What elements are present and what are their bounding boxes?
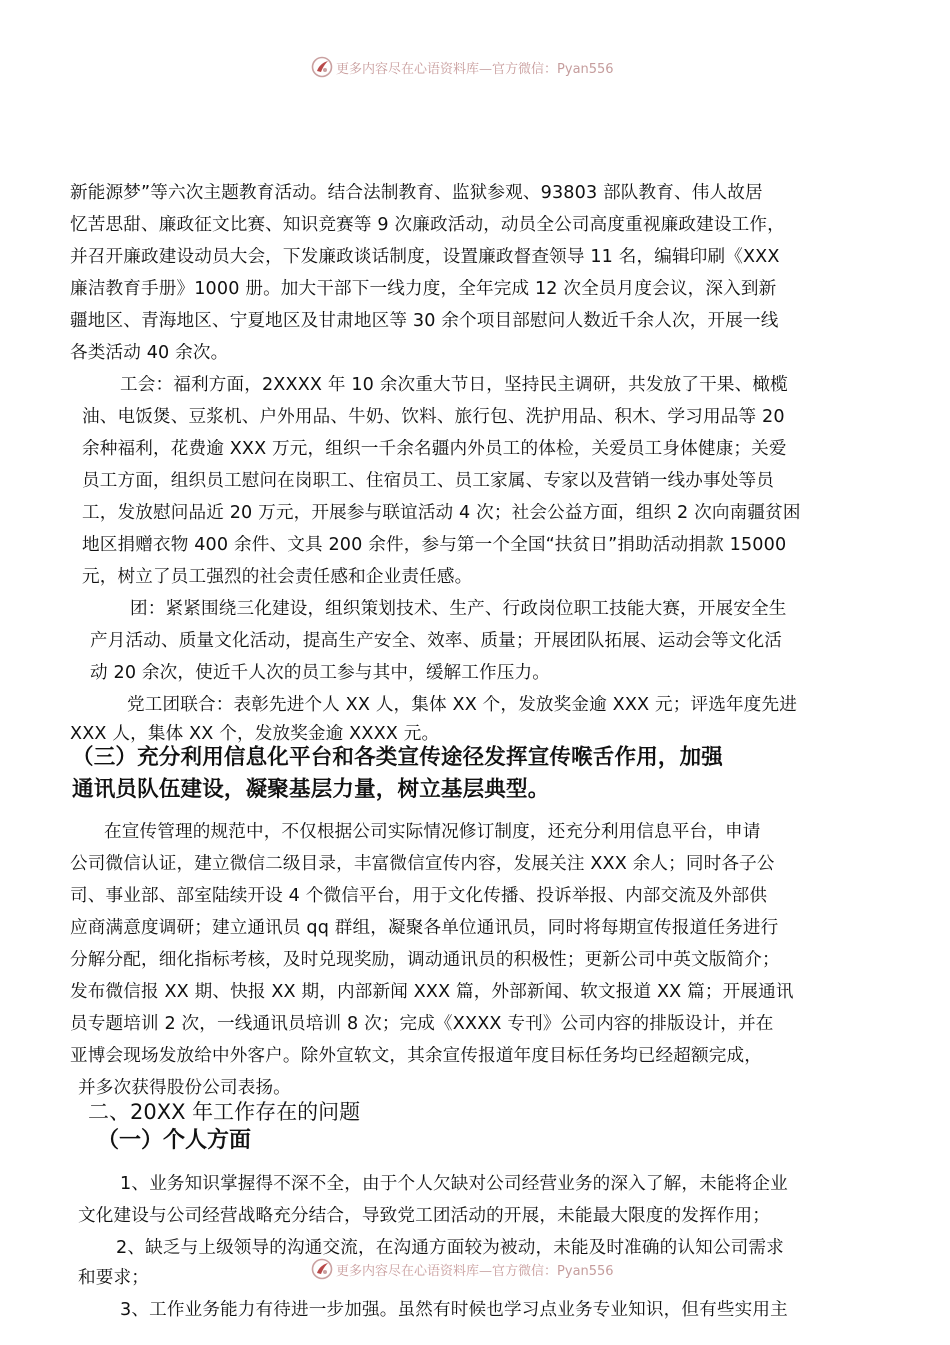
p2-line-6: 地区捐赠衣物 400 余件、文具 200 余件，参与第一个全国“扶贫日”捐助活动捐款 15000 xyxy=(82,535,787,555)
p2-line-3: 余种福利，花费逾 XXX 万元，组织一千余名疆内外员工的体检，关爱员工身体健康；关爱 xyxy=(82,439,787,459)
heading-3-line-2: 通讯员队伍建设，凝聚基层力量，树立基层典型。 xyxy=(72,777,550,802)
p3-line-2: 产月活动、质量文化活动，提高生产安全、效率、质量；开展团队拓展、运动会等文化活 xyxy=(90,631,783,651)
watermark-logo-icon xyxy=(311,56,333,78)
p5-line-6: 发布微信报 XX 期、快报 XX 期，内部新闻 XXX 篇，外部新闻、软文报道 XX 篇；开展通讯 xyxy=(70,982,794,1002)
p3-line-3: 动 20 余次，使近千人次的员工参与其中，缓解工作压力。 xyxy=(90,663,551,683)
p1-line-5: 疆地区、青海地区、宁夏地区及甘肃地区等 30 余个项目部慰问人数近千余人次，开展一线 xyxy=(70,311,779,331)
p5-line-8: 亚博会现场发放给中外客户。除外宣软文，其余宣传报道年度目标任务均已经超额完成， xyxy=(70,1046,763,1066)
p1-line-4: 廉洁教育手册》1000 册。加大干部下一线力度，全年完成 12 次全员月度会议，深入到新 xyxy=(70,279,777,299)
p7-line-1: 2、缺乏与上级领导的沟通交流，在沟通方面较为被动，未能及时准确的认知公司需求 xyxy=(116,1238,784,1258)
p2-line-5: 工，发放慰问品近 20 万元，开展参与联谊活动 4 次；社会公益方面，组织 2 次向南疆贫困 xyxy=(82,503,801,523)
watermark-logo-icon-bottom xyxy=(311,1258,333,1280)
watermark-text: 更多内容尽在心语资料库—官方微信：Pyan556 xyxy=(336,62,614,77)
watermark-bottom xyxy=(0,1258,950,1284)
p5-line-3: 司、事业部、部室陆续开设 4 个微信平台，用于文化传播、投诉举报、内部交流及外部供 xyxy=(70,886,768,906)
p5-line-2: 公司微信认证，建立微信二级目录，丰富微信宣传内容，发展关注 XXX 余人；同时各子公 xyxy=(70,854,775,874)
watermark-top xyxy=(0,56,950,82)
heading-3-line-1: （三）充分利用信息化平台和各类宣传途径发挥宣传喉舌作用，加强 xyxy=(72,745,724,770)
p1-line-3: 并召开廉政建设动员大会，下发廉政谈话制度，设置廉政督查领导 11 名，编辑印刷《XXX xyxy=(70,247,780,267)
p5-line-7: 员专题培训 2 次，一线通讯员培训 8 次；完成《XXXX 专刊》公司内容的排版设计，并在 xyxy=(70,1014,774,1034)
p6-line-1: 1、业务知识掌握得不深不全，由于个人欠缺对公司经营业务的深入了解，未能将企业 xyxy=(120,1174,788,1194)
p2-line-2: 油、电饭煲、豆浆机、户外用品、牛奶、饮料、旅行包、洗护用品、积木、学习用品等 20 xyxy=(82,407,785,427)
section-2-title: 二、20XX 年工作存在的问题 xyxy=(88,1100,361,1124)
p3-line-1: 团：紧紧围绕三化建设，组织策划技术、生产、行政岗位职工技能大赛，开展安全生 xyxy=(130,599,787,619)
p1-line-6: 各类活动 40 余次。 xyxy=(70,343,229,363)
p1-line-2: 忆苦思甜、廉政征文比赛、知识竞赛等 9 次廉政活动，动员全公司高度重视廉政建设工作， xyxy=(70,215,785,235)
p2-line-4: 员工方面，组织员工慰问在岗职工、住宿员工、员工家属、专家以及营销一线办事处等员 xyxy=(82,471,775,491)
p5-line-1: 在宣传管理的规范中，不仅根据公司实际情况修订制度，还充分利用信息平台，申请 xyxy=(104,822,761,842)
p5-line-4: 应商满意度调研；建立通讯员 qq 群组，凝聚各单位通讯员，同时将每期宣传报道任务进行 xyxy=(70,918,779,938)
p4-line-2: XXX 人，集体 XX 个，发放奖金逾 XXXX 元。 xyxy=(70,724,440,744)
p7-line-2: 和要求； xyxy=(78,1268,149,1288)
p4-line-1: 党工团联合：表彰先进个人 XX 人，集体 XX 个，发放奖金逾 XXX 元；评选年度先进 xyxy=(127,695,797,715)
p5-line-5: 分解分配，细化指标考核，及时兑现奖励，调动通讯员的积极性；更新公司中英文版简介； xyxy=(70,950,780,970)
section-2-subtitle-1: （一）个人方面 xyxy=(97,1128,252,1153)
p2-line-1: 工会：福利方面，2XXXX 年 10 余次重大节日，坚持民主调研，共发放了干果、橄榄 xyxy=(120,375,788,395)
p8-line-1: 3、工作业务能力有待进一步加强。虽然有时候也学习点业务专业知识，但有些实用主 xyxy=(120,1300,788,1320)
p6-line-2: 文化建设与公司经营战略充分结合，导致党工团活动的开展，未能最大限度的发挥作用； xyxy=(78,1206,771,1226)
p2-line-7: 元，树立了员工强烈的社会责任感和企业责任感。 xyxy=(82,567,473,587)
watermark-text-bottom: 更多内容尽在心语资料库—官方微信：Pyan556 xyxy=(336,1264,614,1279)
p1-line-1: 新能源梦”等六次主题教育活动。结合法制教育、监狱参观、93803 部队教育、伟人故居 xyxy=(70,183,763,203)
p5-line-9: 并多次获得股份公司表扬。 xyxy=(78,1078,291,1098)
